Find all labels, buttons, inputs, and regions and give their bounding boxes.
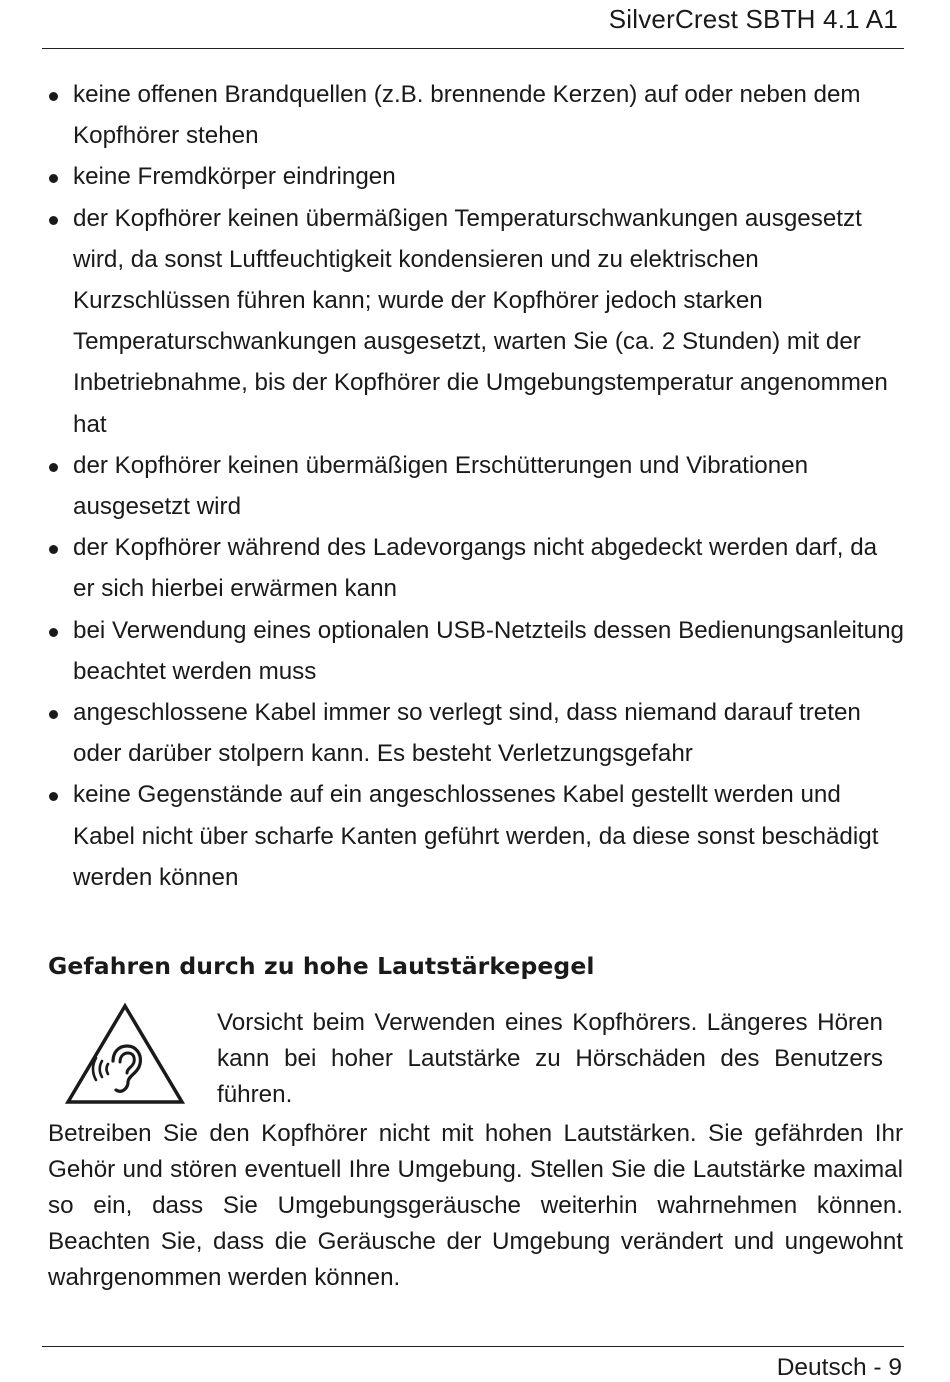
hearing-damage-warning-icon (64, 1002, 186, 1106)
bullet-item: angeschlossene Kabel immer so verlegt sind, dass niemand darauf treten oder darüber stolpern kann. Es besteht Verletzungsgefahr (44, 692, 904, 774)
section-heading: Gefahren durch zu hohe Lautstärkepegel (48, 952, 595, 980)
safety-bullet-list (44, 74, 904, 898)
volume-body-paragraph: Betreiben Sie den Kopfhörer nicht mit hohen Lautstärken. Sie gefährden Ihr Gehör und stören eventuell Ihre Umgebung. Stellen Sie die Lautstärke maximal so ein, dass Sie Umgebungsgeräusche weiterhin wahrnehmen können. Beachten Sie, dass die Geräusche der Umgebung verändert und ungewohnt wahrgenommen werden können. (48, 1120, 903, 1291)
bullet-item: der Kopfhörer keinen übermäßigen Erschütterungen und Vibrationen ausgesetzt wird (44, 445, 904, 527)
bullet-item: keine Fremdkörper eindringen (44, 156, 904, 197)
bullet-item: keine offenen Brandquellen (z.B. brennende Kerzen) auf oder neben dem Kopfhörer stehen (44, 74, 904, 156)
volume-warning-text: Vorsicht beim Verwenden eines Kopfhörers. Längeres Hören kann bei hoher Lautstärke zu Hörschäden des Benutzers führen. (217, 1009, 883, 1108)
header-divider (42, 48, 904, 49)
bullet-item: keine Gegenstände auf ein angeschlossenes Kabel gestellt werden und Kabel nicht über scharfe Kanten geführt werden, da diese sonst beschädigt werden können (44, 774, 904, 898)
page-header-title: SilverCrest SBTH 4.1 A1 (608, 4, 898, 34)
bullet-item: bei Verwendung eines optionalen USB-Netzteils dessen Bedienungsanleitung beachtet werden muss (44, 610, 904, 692)
bullet-item: der Kopfhörer keinen übermäßigen Temperaturschwankungen ausgesetzt wird, da sonst Luftfeuchtigkeit kondensieren und zu elektrischen Kurzschlüssen führen kann; wurde der Kopfhörer jedoch starken Temperaturschwankungen ausgesetzt, warten Sie (ca. 2 Stunden) mit der Inbetriebnahme, bis der Kopfhörer die Umgebungstemperatur angenommen hat (44, 198, 904, 445)
footer-divider (42, 1346, 904, 1347)
page-number: Deutsch - 9 (776, 1354, 902, 1381)
bullet-item: der Kopfhörer während des Ladevorgangs nicht abgedeckt werden darf, da er sich hierbei erwärmen kann (44, 527, 904, 609)
